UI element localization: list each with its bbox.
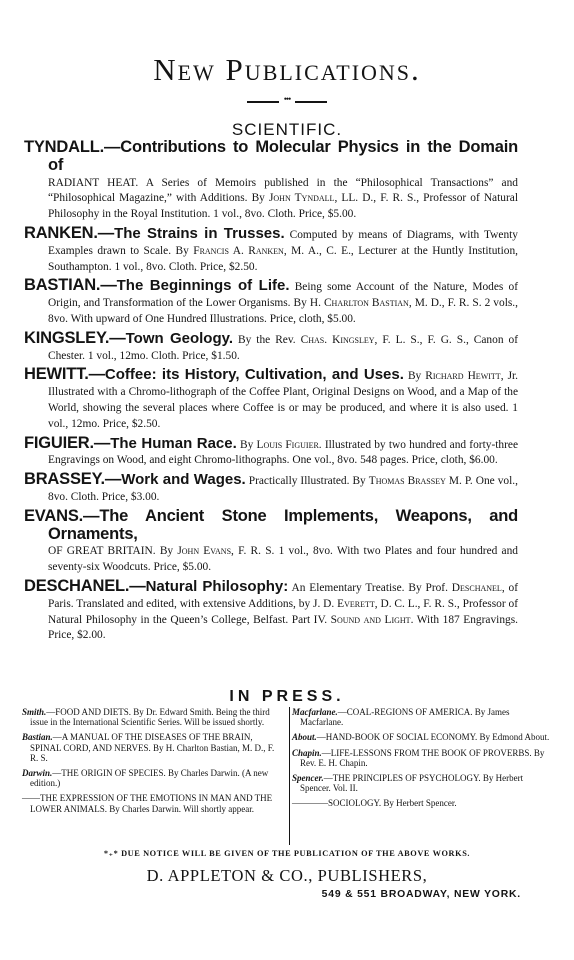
entry-person: John Tyndall bbox=[268, 192, 335, 205]
entry-author: RANKEN.— bbox=[24, 223, 115, 242]
entry-title: The Beginnings of Life. bbox=[116, 277, 290, 295]
book-list bbox=[24, 140, 518, 647]
rule-right bbox=[295, 101, 327, 103]
entry-title: Contributions to Molecular Physics in the Domain of bbox=[48, 138, 518, 174]
entry-person: Everett bbox=[337, 597, 375, 610]
entry-title: The Strains in Trusses. bbox=[114, 224, 285, 242]
entry-description-cont: , M. D., F. R. S. 2 vols., 8vo. With upward of One Hundred Illustrations. Price, cloth, $5.00. bbox=[48, 297, 518, 325]
in-press-text: ——THE EXPRESSION OF THE EMOTIONS IN MAN AND THE LOWER ANIMALS. By Charles Darwin. Will shortly appear. bbox=[22, 793, 273, 814]
ornament-divider bbox=[247, 94, 327, 107]
entry-subtitle: Sound and Light bbox=[330, 613, 411, 626]
in-press-author: Macfarlane. bbox=[292, 707, 338, 717]
entry-description: Practically Illustrated. By bbox=[245, 475, 369, 488]
book-entry bbox=[24, 506, 518, 576]
in-press-item bbox=[22, 793, 284, 813]
in-press-left-column bbox=[22, 707, 284, 819]
in-press-item bbox=[292, 707, 554, 727]
entry-author: BASTIAN.— bbox=[24, 276, 117, 295]
entry-description: RADIANT HEAT. A Series of Memoirs published in the “Philosophical Transactions” and “Philosophical Magazine,” with Additions. By bbox=[48, 176, 518, 205]
book-entry bbox=[24, 328, 518, 365]
in-press-text: —COAL-REGIONS OF AMERICA. By James Macfarlane. bbox=[300, 707, 510, 728]
entry-description: By bbox=[236, 438, 257, 451]
publisher-address: 549 & 551 BROADWAY, NEW YORK. bbox=[321, 889, 521, 900]
entry-description-cont: , F. L. S., F. G. S., Canon of Chester. 1 vol., 12mo. Cloth. Price, $1.50. bbox=[48, 333, 518, 362]
entry-person: Thomas Brassey bbox=[368, 475, 446, 488]
entry-title: The Ancient Stone Implements, Weapons, and Ornaments, bbox=[48, 506, 518, 543]
entry-title: Coffee: its History, Cultivation, and Uses. bbox=[104, 366, 404, 384]
entry-author: DESCHANEL.— bbox=[24, 576, 146, 595]
entry-person: Richard Hewitt bbox=[425, 370, 501, 383]
entry-description: By bbox=[403, 370, 426, 383]
in-press-text: —THE PRINCIPLES OF PSYCHOLOGY. By Herbert Spencer. Vol. II. bbox=[300, 773, 524, 794]
in-press-author: Darwin. bbox=[22, 768, 53, 779]
in-press-text: —A MANUAL OF THE DISEASES OF THE BRAIN, SPINAL CORD, AND NERVES. By H. Charlton Bastian, M. D., F. R. S. bbox=[30, 732, 275, 763]
book-entry bbox=[24, 576, 519, 644]
ornament-dots: ••• bbox=[283, 94, 291, 104]
entry-description: An Elementary Treatise. By Prof. bbox=[288, 581, 452, 594]
entry-author: BRASSEY.— bbox=[24, 470, 122, 489]
entry-person: John Evans bbox=[177, 545, 232, 558]
entry-description-cont: , F. R. S. 1 vol., 8vo. With two Plates and four hundred and seventy-six Woodcuts. Price, $5.00. bbox=[48, 545, 518, 574]
in-press-text: ————SOCIOLOGY. By Herbert Spencer. bbox=[292, 798, 457, 809]
entry-title: Natural Philosophy: bbox=[145, 577, 289, 595]
in-press-item bbox=[22, 768, 284, 788]
entry-description: Computed by means of Diagrams, with Twenty Examples drawn to Scale. By bbox=[48, 228, 519, 257]
entry-description-cont: . With 187 Engravings. Price, $2.00. bbox=[48, 613, 518, 642]
book-entry bbox=[24, 223, 519, 275]
book-entry bbox=[24, 367, 518, 432]
in-press-item bbox=[292, 773, 554, 793]
publisher-name: D. APPLETON & CO., PUBLISHERS, bbox=[146, 866, 428, 885]
in-press-text: —FOOD AND DIETS. By Dr. Edward Smith. Being the third issue in the International Scientific Series. Will be issued shortly. bbox=[30, 707, 270, 728]
entry-person: Francis A. Ranken bbox=[193, 244, 284, 257]
in-press-right-column bbox=[289, 707, 554, 845]
entry-author: FIGUIER.— bbox=[24, 433, 111, 452]
in-press-author: Spencer. bbox=[292, 773, 324, 784]
in-press-text: —THE ORIGIN OF SPECIES. By Charles Darwin. (A new edition.) bbox=[30, 768, 269, 789]
entry-description-cont: M. P. One vol., 8vo. Cloth. Price, $3.00. bbox=[48, 475, 518, 503]
in-press-item bbox=[22, 732, 284, 763]
in-press-author: Smith. bbox=[22, 707, 47, 717]
book-entry bbox=[24, 433, 519, 470]
in-press-author: Chapin. bbox=[292, 747, 322, 758]
in-press-author: Bastian. bbox=[22, 732, 53, 743]
entry-description: OF GREAT BRITAIN. By bbox=[48, 545, 178, 558]
entry-person: Deschanel bbox=[451, 581, 502, 594]
entry-author: HEWITT.— bbox=[24, 365, 105, 384]
page-title: New Publications. bbox=[153, 52, 421, 87]
entry-description-cont: . Illustrated by two hundred and forty-three Engravings on Wood, and eight Chromo-lithographs. One vol., 8vo. 548 pages. Price, cloth, $6.00. bbox=[48, 438, 519, 467]
in-press-author: About. bbox=[292, 732, 317, 743]
book-entry bbox=[24, 140, 518, 223]
in-press-heading: IN PRESS. bbox=[229, 688, 345, 705]
publication-notice: *₊* DUE NOTICE WILL BE GIVEN OF THE PUBLICATION OF THE ABOVE WORKS. bbox=[103, 849, 471, 858]
in-press-item bbox=[292, 732, 554, 742]
entry-title: Work and Wages. bbox=[121, 471, 246, 489]
entry-author: EVANS.— bbox=[24, 506, 100, 525]
in-press-item bbox=[292, 798, 554, 808]
entry-description-cont: , Jr. Illustrated with a Chromo-lithograph of the Coffee Plant, Original Designs on Wood, and a Map of the World, showing the several places where Coffee is or may be produced, and where it is also used. 1 vol., 12mo. Price, $2.50. bbox=[48, 370, 519, 430]
entry-author: KINGSLEY.— bbox=[24, 328, 126, 347]
in-press-text: —HAND-BOOK OF SOCIAL ECONOMY. By Edmond About. bbox=[316, 732, 550, 743]
entry-description-cont: , M. A., C. E., Lecturer at the Huntly Institution, Southampton. 1 vol., 8vo. Cloth. Price, $2.50. bbox=[48, 244, 518, 273]
entry-description: Being some Account of the Nature, Modes of Origin, and Transformation of the Lower Organisms. By bbox=[48, 281, 519, 310]
entry-person: Louis Figuier bbox=[256, 438, 319, 451]
book-entry bbox=[24, 472, 518, 506]
in-press-item bbox=[22, 707, 284, 727]
in-press-text: —LIFE-LESSONS FROM THE BOOK OF PROVERBS. By Rev. E. H. Chapin. bbox=[300, 747, 545, 768]
entry-description-cont: , LL. D., F. R. S., Professor of Natural Philosophy in the Royal Institution. 1 vol., 8vo. Cloth. Price, $5.00. bbox=[48, 192, 518, 221]
entry-description: By the Rev. bbox=[233, 333, 301, 346]
entry-description-cont: , D. C. L., F. R. S., Professor of Natural Philosophy in the Queen’s College, Belfast. Part IV. bbox=[48, 597, 519, 626]
rule-left bbox=[247, 101, 279, 103]
in-press-item bbox=[292, 748, 554, 768]
section-title: SCIENTIFIC. bbox=[231, 120, 343, 139]
book-entry bbox=[24, 278, 518, 327]
entry-description-cont: , of Paris. Translated and edited, with extensive Additions, by J. D. bbox=[48, 581, 518, 610]
entry-title: Town Geology. bbox=[125, 329, 234, 347]
entry-person: Chas. Kingsley bbox=[300, 333, 375, 346]
entry-title: The Human Race. bbox=[110, 434, 237, 452]
entry-author: TYNDALL.— bbox=[24, 138, 121, 156]
entry-person: H. Charlton Bastian bbox=[309, 297, 409, 310]
